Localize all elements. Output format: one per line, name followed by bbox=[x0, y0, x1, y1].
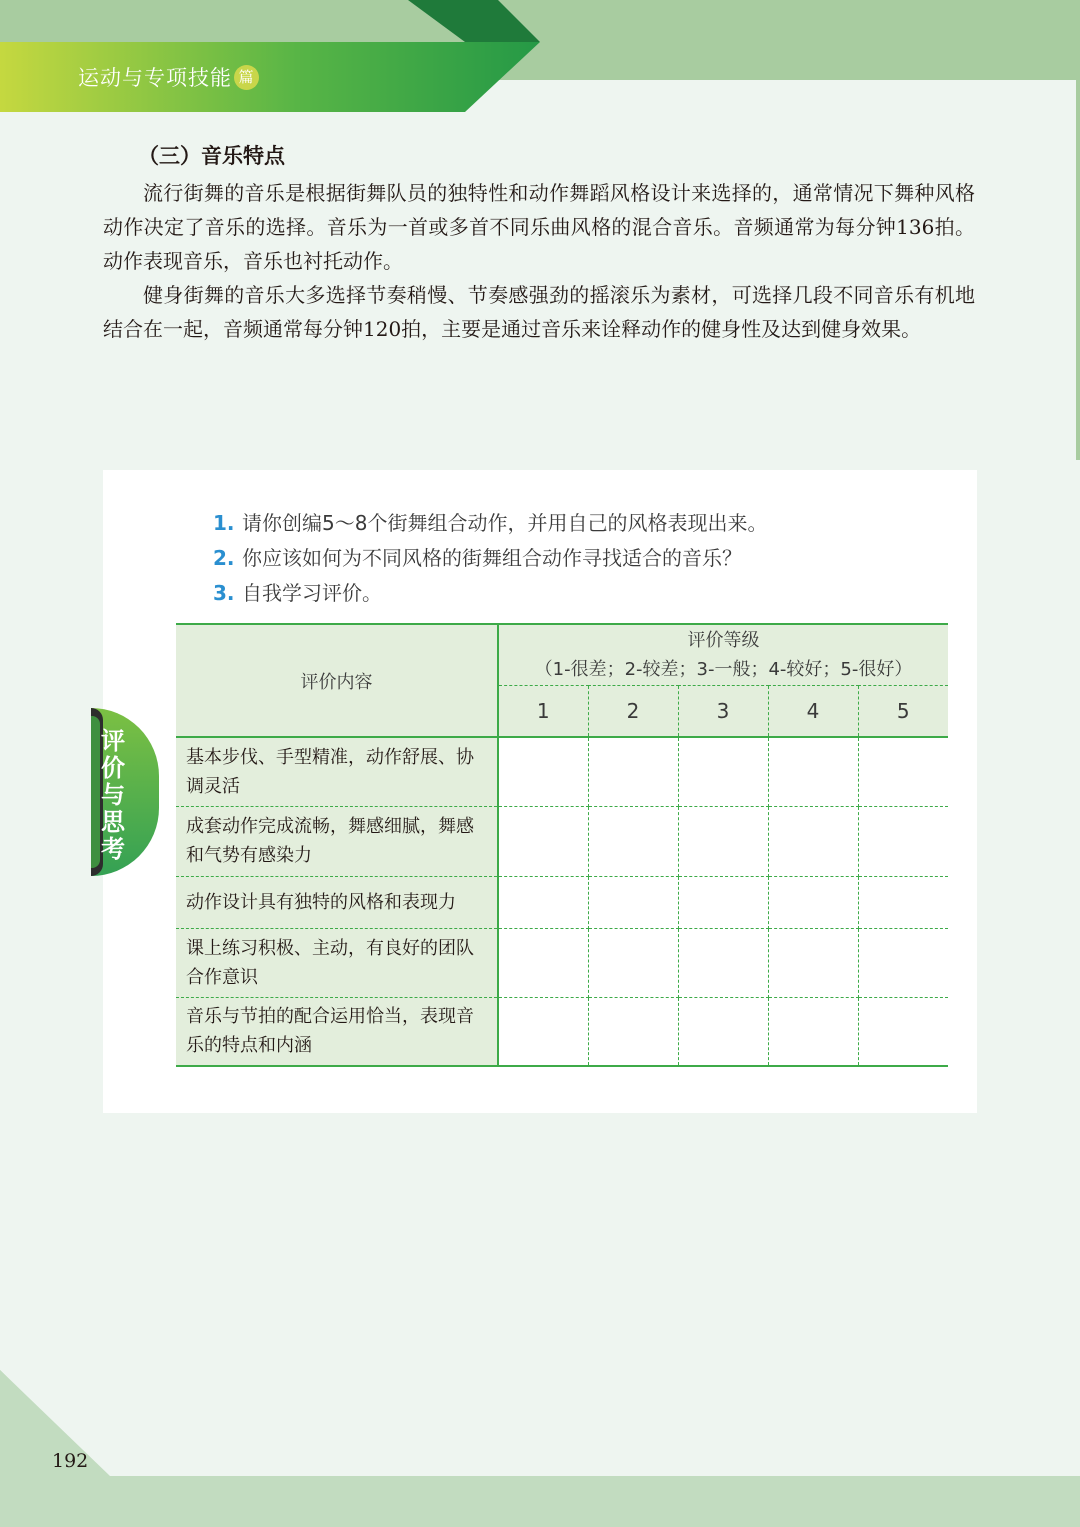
grade-legend: （1-很差；2-较差；3-一般；4-较好；5-很好） bbox=[534, 659, 913, 680]
grade-level-5: 5 bbox=[858, 686, 948, 738]
rating-cell[interactable] bbox=[858, 737, 948, 806]
section-title: （三）音乐特点 bbox=[138, 143, 285, 168]
paragraph-fitness-dance-music: 健身街舞的音乐大多选择节奏稍慢、节奏感强劲的摇滚乐为素材，可选择几段不同音乐有机地结合在一起，音频通常每分钟120拍，主要是通过音乐来诠释动作的健身性及达到健身效果。 bbox=[103, 283, 975, 341]
rating-cell[interactable] bbox=[588, 928, 678, 997]
rating-cell[interactable] bbox=[678, 928, 768, 997]
rating-cell[interactable] bbox=[678, 876, 768, 928]
question-item bbox=[213, 506, 767, 541]
question-text: 你应该如何为不同风格的街舞组合动作寻找适合的音乐？ bbox=[242, 546, 742, 570]
rating-cell[interactable] bbox=[588, 806, 678, 876]
self-evaluation-table bbox=[176, 623, 948, 1067]
evaluation-criterion: 动作设计具有独特的风格和表现力 bbox=[176, 876, 498, 928]
table-row bbox=[176, 928, 948, 997]
rating-cell[interactable] bbox=[678, 737, 768, 806]
rating-cell[interactable] bbox=[498, 997, 588, 1066]
table-row bbox=[176, 997, 948, 1066]
question-number: 2. bbox=[213, 546, 235, 570]
paragraph-street-dance-music: 流行街舞的音乐是根据街舞队员的独特性和动作舞蹈风格设计来选择的，通常情况下舞种风格动作决定了音乐的选择。音乐为一首或多首不同乐曲风格的混合音乐。音频通常为每分钟136拍。动作表现音乐，音乐也衬托动作。 bbox=[103, 181, 975, 273]
question-text: 请你创编5～8个街舞组合动作，并用自己的风格表现出来。 bbox=[242, 511, 768, 535]
grade-header-title: 评价等级 bbox=[687, 630, 760, 651]
section-badge: 篇 bbox=[234, 65, 259, 90]
rating-cell[interactable] bbox=[858, 928, 948, 997]
table-row bbox=[176, 876, 948, 928]
grade-level-2: 2 bbox=[588, 686, 678, 738]
rating-cell[interactable] bbox=[858, 806, 948, 876]
page-number: 192 bbox=[52, 1450, 89, 1472]
rating-cell[interactable] bbox=[768, 737, 858, 806]
rating-cell[interactable] bbox=[588, 997, 678, 1066]
side-tab-label: 评价与思考 bbox=[101, 727, 125, 863]
grade-header bbox=[498, 624, 948, 686]
question-item bbox=[213, 541, 767, 576]
rating-cell[interactable] bbox=[588, 876, 678, 928]
rating-cell[interactable] bbox=[858, 876, 948, 928]
grade-level-4: 4 bbox=[768, 686, 858, 738]
question-list bbox=[213, 506, 767, 611]
grade-level-3: 3 bbox=[678, 686, 768, 738]
rating-cell[interactable] bbox=[498, 806, 588, 876]
rating-cell[interactable] bbox=[498, 928, 588, 997]
table-row bbox=[176, 737, 948, 806]
question-number: 1. bbox=[213, 511, 235, 535]
question-number: 3. bbox=[213, 581, 235, 605]
table-row bbox=[176, 806, 948, 876]
grade-level-1: 1 bbox=[498, 686, 588, 738]
rating-cell[interactable] bbox=[678, 806, 768, 876]
evaluation-criterion: 音乐与节拍的配合运用恰当，表现音乐的特点和内涵 bbox=[176, 997, 498, 1066]
rating-cell[interactable] bbox=[768, 928, 858, 997]
rating-cell[interactable] bbox=[858, 997, 948, 1066]
question-item bbox=[213, 576, 767, 611]
rating-cell[interactable] bbox=[498, 737, 588, 806]
evaluation-criterion: 成套动作完成流畅，舞感细腻，舞感和气势有感染力 bbox=[176, 806, 498, 876]
rating-cell[interactable] bbox=[498, 876, 588, 928]
rating-cell[interactable] bbox=[588, 737, 678, 806]
rating-cell[interactable] bbox=[768, 876, 858, 928]
content-header: 评价内容 bbox=[176, 624, 498, 737]
rating-cell[interactable] bbox=[678, 997, 768, 1066]
evaluation-criterion: 基本步伐、手型精准，动作舒展、协调灵活 bbox=[176, 737, 498, 806]
side-tab-edge-inner bbox=[91, 716, 100, 868]
rating-cell[interactable] bbox=[768, 997, 858, 1066]
section-label-text: 运动与专项技能 bbox=[78, 66, 232, 90]
rating-cell[interactable] bbox=[768, 806, 858, 876]
question-text: 自我学习评价。 bbox=[242, 581, 382, 605]
evaluation-criterion: 课上练习积极、主动，有良好的团队合作意识 bbox=[176, 928, 498, 997]
header-section-label bbox=[78, 62, 259, 92]
